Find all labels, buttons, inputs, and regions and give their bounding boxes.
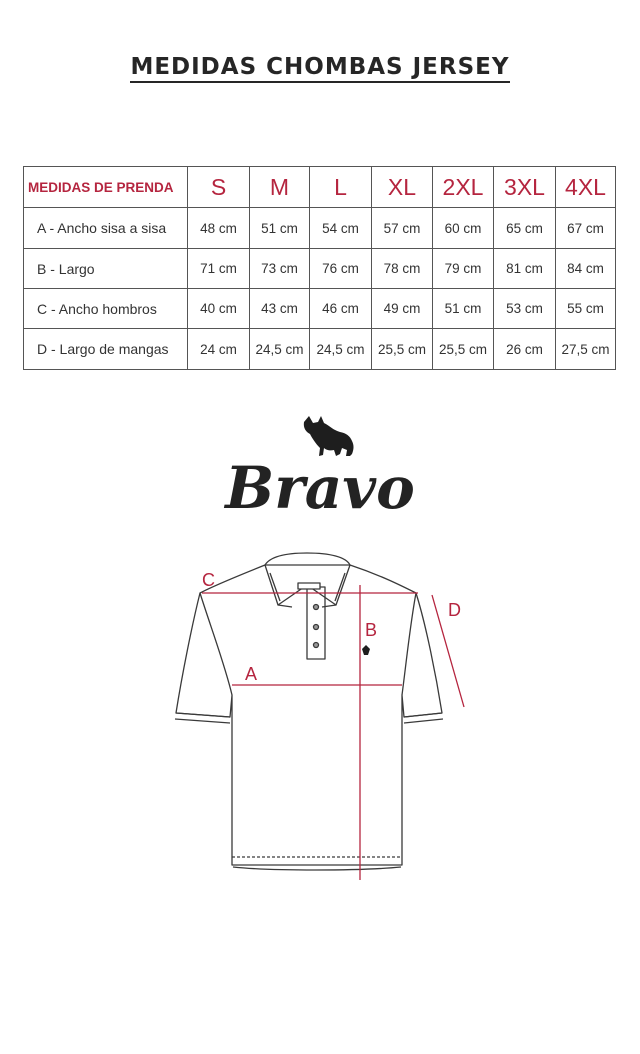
row-label: A - Ancho sisa a sisa: [24, 208, 188, 249]
size-header: L: [310, 167, 372, 208]
size-header: M: [250, 167, 310, 208]
table-cell: 43 cm: [250, 289, 310, 329]
measure-header: MEDIDAS DE PRENDA: [24, 167, 188, 208]
table-cell: 79 cm: [433, 249, 494, 289]
table-cell: 73 cm: [250, 249, 310, 289]
table-cell: 71 cm: [188, 249, 250, 289]
size-header: S: [188, 167, 250, 208]
table-row: [24, 329, 616, 370]
table-cell: 49 cm: [372, 289, 433, 329]
dimension-label-d: D: [448, 600, 461, 620]
table-cell: 78 cm: [372, 249, 433, 289]
size-table: [23, 166, 616, 370]
page-title: [0, 54, 640, 80]
table-cell: 76 cm: [310, 249, 372, 289]
table-row: [24, 208, 616, 249]
table-cell: 81 cm: [494, 249, 556, 289]
size-header: XL: [372, 167, 433, 208]
row-label: B - Largo: [24, 249, 188, 289]
brand-wordmark: Bravo: [225, 454, 415, 520]
table-cell: 25,5 cm: [433, 329, 494, 370]
table-cell: 24,5 cm: [310, 329, 372, 370]
bulldog-icon: [304, 416, 354, 456]
polo-shirt-diagram: [170, 545, 470, 880]
table-cell: 24,5 cm: [250, 329, 310, 370]
table-cell: 27,5 cm: [556, 329, 616, 370]
table-cell: 26 cm: [494, 329, 556, 370]
table-cell: 25,5 cm: [372, 329, 433, 370]
table-cell: 51 cm: [433, 289, 494, 329]
table-cell: 53 cm: [494, 289, 556, 329]
page-title-text: MEDIDAS CHOMBAS JERSEY: [130, 54, 509, 83]
size-header-row: [24, 167, 616, 208]
table-cell: 67 cm: [556, 208, 616, 249]
table-cell: 51 cm: [250, 208, 310, 249]
row-label: C - Ancho hombros: [24, 289, 188, 329]
table-cell: 46 cm: [310, 289, 372, 329]
table-cell: 48 cm: [188, 208, 250, 249]
size-header: 3XL: [494, 167, 556, 208]
table-cell: 65 cm: [494, 208, 556, 249]
size-header: 4XL: [556, 167, 616, 208]
table-cell: 54 cm: [310, 208, 372, 249]
table-cell: 55 cm: [556, 289, 616, 329]
table-row: [24, 289, 616, 329]
dimension-label-b: B: [365, 620, 378, 640]
table-cell: 60 cm: [433, 208, 494, 249]
table-cell: 24 cm: [188, 329, 250, 370]
dimension-label-a: A: [245, 664, 258, 684]
row-label: D - Largo de mangas: [24, 329, 188, 370]
table-cell: 57 cm: [372, 208, 433, 249]
brand-logo: [0, 410, 640, 520]
size-header: 2XL: [433, 167, 494, 208]
dimension-label-c: C: [202, 570, 215, 590]
table-cell: 40 cm: [188, 289, 250, 329]
table-row: [24, 249, 616, 289]
polo-shirt-icon: [175, 553, 443, 870]
table-cell: 84 cm: [556, 249, 616, 289]
